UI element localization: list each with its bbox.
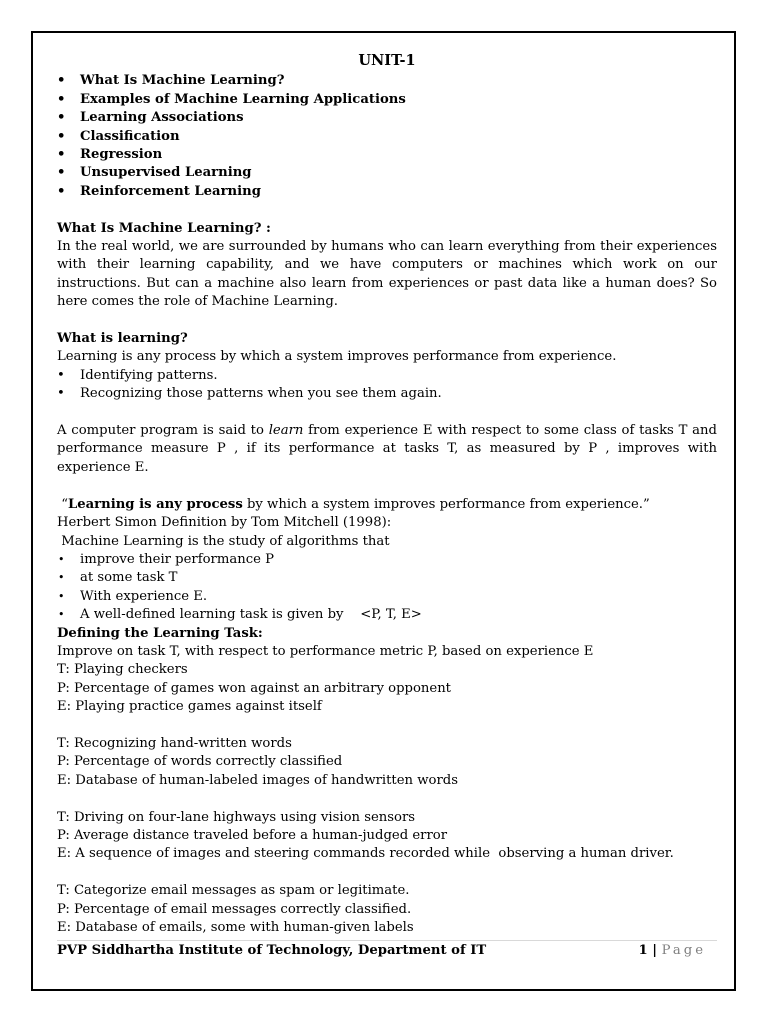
example-line: E: Database of emails, some with human-given labels: [57, 919, 414, 935]
list-item: • Regression: [57, 146, 717, 164]
example-line: T: Recognizing hand-written words: [57, 735, 292, 751]
list-item: • at some task T: [57, 569, 717, 587]
page-title: UNIT-1: [358, 52, 416, 69]
example-line: P: Percentage of email messages correctly classified.: [57, 901, 412, 917]
example-line: E: A sequence of images and steering commands recorded while observing a human driver.: [57, 846, 674, 862]
ml-list: [57, 551, 717, 625]
example-line: T: Driving on four-lane highways using vision sensors: [57, 809, 416, 825]
example-line: E: Playing practice games against itself: [57, 699, 322, 715]
list-item: • Examples of Machine Learning Applications: [57, 91, 717, 109]
example-line: P: Percentage of words correctly classified: [57, 754, 343, 770]
list-item: • Unsupervised Learning: [57, 164, 717, 182]
example-line: T: Categorize email messages as spam or legitimate.: [57, 883, 410, 899]
paragraph: In the real world, we are surrounded by humans who can learn everything from their experiences with their learning capability, and we have computers or machines which work on our instructions. But can a machine also learn from experiences or past data like a human does? So here comes the role of Machine Learning.: [57, 239, 717, 310]
list-item: • improve their performance P: [57, 551, 717, 569]
list-item: • Learning Associations: [57, 109, 717, 127]
definition-paragraph: A computer program is said to learn from experience E with respect to some class of tasks T and performance measure P , if its performance at tasks T, as measured by P , improves with experience E.: [57, 423, 717, 475]
footer-institute: PVP Siddhartha Institute of Technology, Department of IT: [57, 943, 487, 958]
list-item: • With experience E.: [57, 588, 717, 606]
example-line: P: Average distance traveled before a human-judged error: [57, 827, 448, 843]
quote-line: “Learning is any process by which a system improves performance from experience.”: [61, 496, 650, 512]
example-line: E: Database of human-labeled images of handwritten words: [57, 772, 458, 788]
list-item: • Reinforcement Learning: [57, 183, 717, 201]
paragraph: Herbert Simon Definition by Tom Mitchell (1998):: [57, 515, 392, 531]
list-item: • What Is Machine Learning?: [57, 72, 717, 90]
paragraph: Learning is any process by which a system improves performance from experience.: [57, 349, 617, 365]
list-item: • Recognizing those patterns when you see them again.: [57, 385, 717, 403]
pattern-list: [57, 367, 717, 404]
footer-divider: [57, 940, 717, 941]
section-heading: What is learning?: [57, 331, 188, 347]
list-item: • Classification: [57, 128, 717, 146]
page-number: 1 | Page: [638, 943, 706, 958]
example-line: P: Percentage of games won against an arbitrary opponent: [57, 680, 451, 696]
paragraph: Improve on task T, with respect to performance metric P, based on experience E: [57, 643, 594, 659]
example-line: T: Playing checkers: [57, 662, 188, 678]
document-body: [57, 52, 717, 937]
section-heading: What Is Machine Learning? :: [57, 220, 271, 236]
paragraph: Machine Learning is the study of algorithms that: [57, 533, 390, 549]
list-item: • Identifying patterns.: [57, 367, 717, 385]
section-heading: Defining the Learning Task:: [57, 625, 263, 641]
list-item: • A well-defined learning task is given by <P, T, E>: [57, 606, 717, 624]
topic-list: [57, 72, 717, 201]
